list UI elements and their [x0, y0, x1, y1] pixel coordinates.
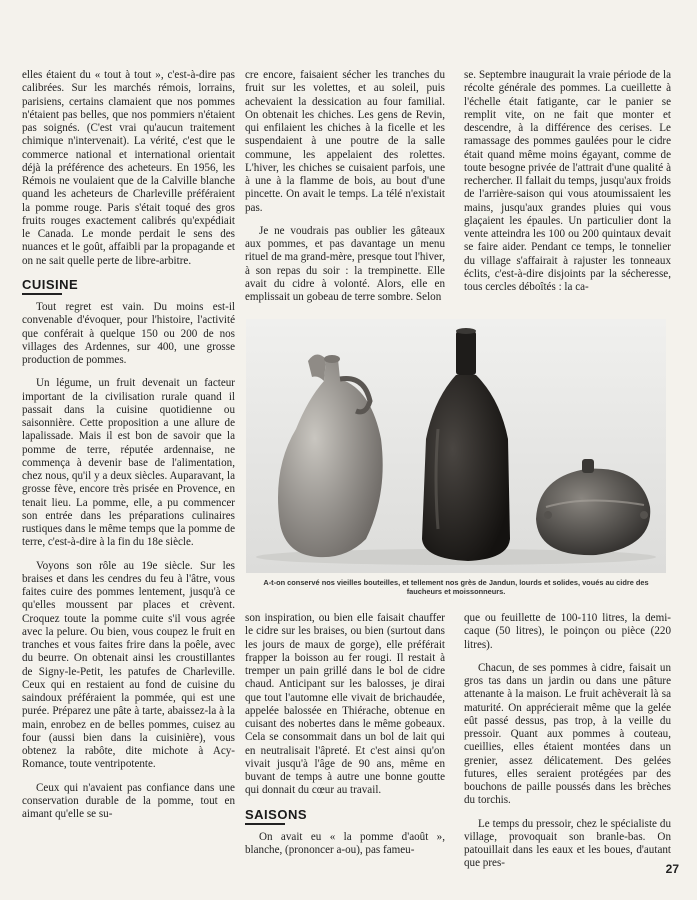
section-heading-text: SAISONS — [245, 806, 308, 822]
paragraph: Un légume, un fruit devenait un facteur important de la civilisation rurale quand il passait dans la cuisine quotidienne ou saisonnière. Cette proposition a une allure de lapalissade. Mais il est bon de savoir que la pomme de terre, réputée ardennaise, ne commença à devenir base de l'alimentation, chez nous, qu'il y a deux siècles. Auparavant, la grosse fève, encore très prisée en Provence, en tenait lieu. La pomme, elle, a pu commencer son entrée dans les préparations culinaires rustiques dans le même temps que la pomme de terre, c'est-à-dire à la fin du 18e siècle. — [22, 377, 235, 549]
paragraph: cre encore, faisaient sécher les tranches du fruit sur les volettes, et au soleil, puis achevaient la dessication au four familial. On obtenait les chiches. Les gens de Revin, qui enfilaient les chiches à la ficelle et les suspendaient à une poutre de la salle commune, les appelaient des rolettes. L'hiver, les chiches se cuisaient parfois, une à une à la flamme de bois, au bout d'une pincette. On avait le temps. La télé n'existait pas. — [245, 69, 445, 214]
column-1 — [22, 69, 235, 831]
photo-bottles-stoneware — [246, 319, 666, 573]
paragraph: Ceux qui n'avaient pas confiance dans une conservation durable de la pomme, tout en aimant qu'elle se su- — [22, 781, 235, 820]
paragraph: Je ne voudrais pas oublier les gâteaux aux pommes, et pas davantage un menu rituel de ma grand-mère, presque tout l'hiver, à son repas du soir : la trempinette. Elle avait du cidre à volonté. Alors, elle en emplissait un gobeau de terre sombre. Selon — [245, 224, 445, 303]
section-heading-text: CUISINE — [22, 276, 79, 292]
heading-rule — [22, 293, 62, 295]
paragraph: se. Septembre inaugurait la vraie période de la récolte générale des pommes. La cueillette à l'échelle était fatigante, car le panier se remplit vite, on ne fait que monter et descendre, à la différence des cerises. Le ramassage des pommes gaulées pour le cidre était quand même moins égayant, comme de toute besogne privée de l'attrait d'une qualité à rechercher. Il fallait du temps, jusqu'aux froids de l'arrière-saison qui vous atoumissaient les mains, jusqu'aux grandes pluies qui vous glaçaient les épaules. Un particulier dont la vente atteindra les 100 ou 200 quintaux devait se faire aider. Pendant ce temps, le tonnelier du village s'affairait à rajuster les tonneaux éclits, c'est-à-dire disjoints par la sécheresse, tous cercles déboîtés : la ca- — [464, 69, 671, 293]
column-3-top — [464, 69, 671, 304]
column-2-bottom — [245, 612, 445, 867]
paragraph: Tout regret est vain. Du moins est-il convenable d'évoquer, pour l'histoire, l'activité que conférait à quelque 150 ou 200 de nos villages des Ardennes, sur 400, une grosse production de pommes. — [22, 301, 235, 366]
photo-caption: A-t-on conservé nos vieilles bouteilles, et tellement nos grès de Jandun, lourds et solides, voués au cidre des faucheurs et moissonneurs. — [263, 578, 649, 596]
paragraph: Chacun, de ses pommes à cidre, faisait un gros tas dans un jardin ou dans une pâture attenante à la maison. Le fruit achèverait là sa maturité. On apprécierait même que la gelée eût passé dessus, pas trop, à la veille du pressoir. Quant aux pommes à couteau, cueillies, elles étaient montées dans un grenier, assez délicatement. Des gelées futures, elles seraient protégées par des bouchons de paille poussés dans les brèches du torchis. — [464, 661, 671, 807]
section-heading-saisons — [245, 808, 445, 825]
page-number: 27 — [665, 862, 679, 876]
paragraph: On avait eu « la pomme d'août », blanche, (prononcer a-ou), pas fameu- — [245, 830, 445, 856]
paragraph: son inspiration, ou bien elle faisait chauffer le cidre sur les braises, ou bien (surtout dans les jours de maux de gorge), elle préférait frapper la boisson au fer rougi. Il restait à tremper un pain grillé dans le bol de cidre chaud. Anticipant sur les balosses, je dirai que tout l'automne elle vivait de brichaudée, appelée balossée en Thiérache, obtenue en cuisant des nobertes dans le même gobeaux. Cela se consommait dans un bol de lait qui en neutralisait l'âpreté. Et c'est ainsi qu'on vivait jusqu'à l'âge de 90 ans, même en buvant de temps à autre une bonne goutte qui donnait du cœur au travail. — [245, 612, 445, 797]
heading-rule — [245, 823, 285, 825]
photo-illustration — [246, 319, 666, 573]
paragraph: Voyons son rôle au 19e siècle. Sur les braises et dans les cendres du feu à l'âtre, vous faites cuire des pommes lentement, jusqu'à ce qu'elles moussent par places et crèvent. Croquez toute la pomme cuite s'il vous agrée avec la pelure. Ou bien, vous coupez le fruit en tranches et vous faites frire dans la poêle, avec du beurre. On obtenait ainsi les croustillantes de Signy-le-Petit, les patufes de Charleville. Ceux qui en restaient au fond de cuisine du saindoux préféraient la pommée, qui est une purée. Préparez une pâte à tarte, abaissez-la à la main, enrobez en de belles pommes, cuisez au four (aussi bien dans la cuisinière), vous obtenez la rabôte, dite michote à Acy-Romance, toute ventripotente. — [22, 559, 235, 771]
column-3-bottom — [464, 612, 671, 881]
paragraph: Le temps du pressoir, chez le spécialiste du village, provoquait son branle-bas. On patouillait dans les eaux et les boues, d'autant que pres- — [464, 817, 671, 870]
column-2-top — [245, 69, 445, 314]
section-heading-cuisine — [22, 278, 235, 295]
paragraph: elles étaient du « tout à tout », c'est-à-dire pas calibrées. Sur les marchés rémois, lorrains, parisiens, certains clamaient que nos pommes n'étaient pas belles, que nos pommiers n'étaient pas soignés. (C'est vrai qu'aucun traitement chimique n'intervenait). La vérité, c'est que le commerce national et international orientait déjà la préférence des acheteurs. En 1956, les Rémois ne voulaient que de la Calville blanche quand les acheteurs de Charleville préféraient la pomme rouge. Paris s'était toqué des gros fruits rouges exactement calibrés qu'expédiait le Canada. Le monde perdait le sens des nuances et le goût, affaibli par la propagande et on ne sait quelle perte de libre-arbitre. — [22, 69, 235, 267]
paragraph: que ou feuillette de 100-110 litres, la demi-caque (50 litres), le poinçon ou pièce (220 litres). — [464, 612, 671, 651]
